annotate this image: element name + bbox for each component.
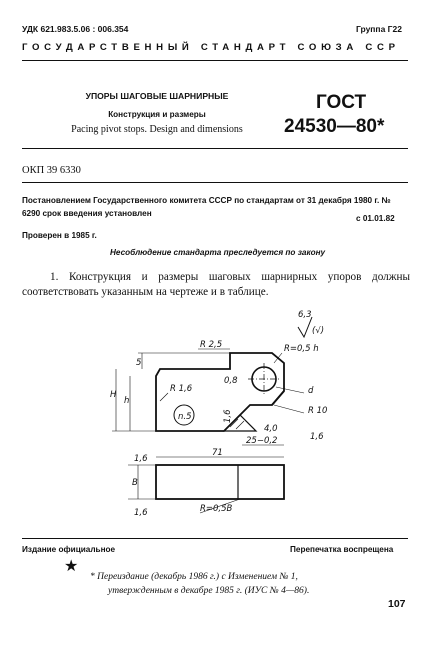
violation-warning: Несоблюдение стандарта преследуется по закону [110, 248, 326, 257]
okp-rule [22, 182, 408, 183]
reprint-label: Перепечатка воспрещена [290, 545, 394, 554]
roughness-value: 6,3 [298, 310, 312, 320]
label-B: B [132, 478, 138, 488]
document-title-english: Pacing pivot stops. Design and dimensions [71, 124, 243, 135]
label-rough08: 0,8 [224, 376, 238, 386]
edition-label: Издание официальное [22, 545, 116, 554]
star-icon: ★ [64, 558, 79, 575]
technical-drawing [98, 305, 338, 525]
okp-code: ОКП 39 6330 [22, 165, 81, 176]
document-subtitle: Конструкция и размеры [108, 110, 206, 119]
label-r25: R 2,5 [200, 340, 223, 350]
group-code: Группа Г22 [356, 24, 402, 34]
footnote-line-2: утвержденным в декабре 1985 г. (ИУС № 4—86). [108, 586, 310, 596]
label-s5: 5 [136, 358, 142, 368]
label-h: h [124, 396, 130, 406]
label-dim25: 25−0,2 [246, 436, 278, 446]
label-r16: R 1,6 [170, 384, 193, 394]
page-number: 107 [388, 598, 406, 610]
stop-body-side-view [156, 465, 284, 499]
gost-number: 24530—80* [284, 116, 385, 137]
standard-name: ГОСУДАРСТВЕННЫЙ СТАНДАРТ СОЮЗА ССР [22, 42, 400, 53]
roughness-paren: (√) [312, 326, 325, 336]
header-rule [22, 60, 408, 61]
udk-code: УДК 621.983.5.06 : 006.354 [22, 24, 129, 34]
label-d: d [308, 386, 314, 396]
title-rule [22, 148, 408, 149]
label-H: H [110, 390, 117, 400]
label-r05h: R=0,5 h [284, 344, 319, 354]
effective-date: с 01.01.82 [356, 214, 395, 223]
document-title: УПОРЫ ШАГОВЫЕ ШАРНИРНЫЕ [85, 91, 229, 101]
label-s16c: 1,6 [134, 454, 148, 464]
label-s16b: 1,6 [310, 432, 324, 442]
label-r10: R 10 [308, 406, 328, 416]
label-n5: n.5 [178, 412, 192, 422]
checked-note: Проверен в 1985 г. [22, 231, 97, 240]
footer-rule [22, 538, 408, 539]
label-ang40: 4,0 [264, 424, 278, 434]
decree-text: Постановлением Государственного комитета СССР по стандартам от 31 декабря 1980 г. № 6290 срок введения установлен [22, 196, 391, 218]
gost-label: ГОСТ [316, 92, 367, 113]
label-dim71: 71 [212, 448, 223, 458]
label-r05b: R=0,5B [200, 504, 233, 514]
footnote-line-1: * Переиздание (декабрь 1986 г.) с Изменением № 1, [90, 572, 298, 582]
label-s16: 1,6 [223, 409, 233, 423]
paragraph-1: 1. Конструкция и размеры шаговых шарнирных упоров должны соответствовать указанным на чертеже и в таблице. [22, 271, 410, 298]
label-s16d: 1,6 [134, 508, 148, 518]
